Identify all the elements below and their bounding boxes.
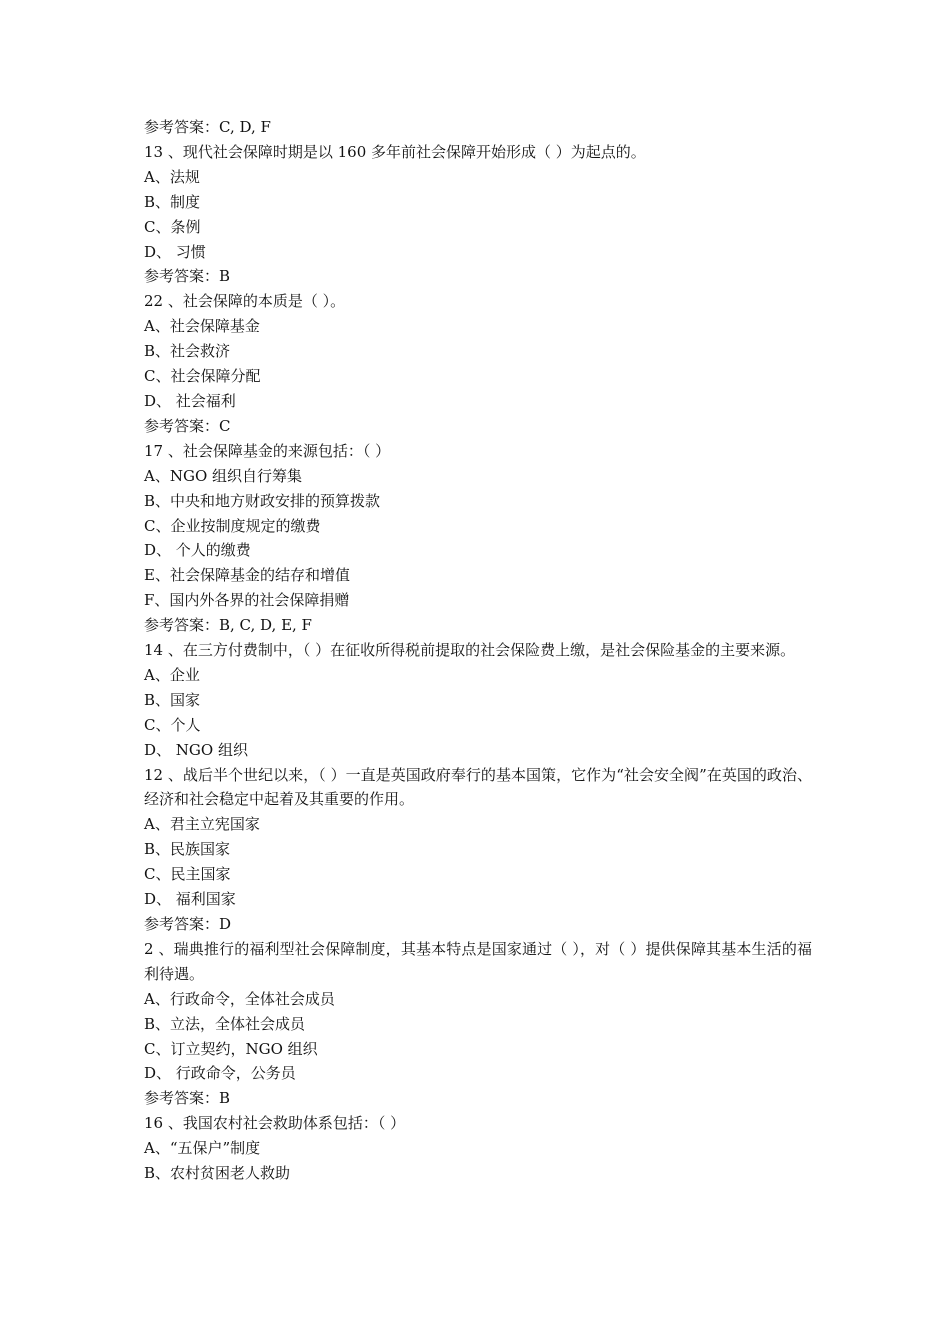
question-17: 17 、社会保障基金的来源包括：（ ）	[144, 441, 391, 460]
option-c: C、社会保障分配	[144, 367, 261, 386]
document-content	[144, 115, 812, 1186]
option-a: A、行政命令，全体社会成员	[144, 989, 335, 1008]
option-f: F、国内外各界的社会保障捐赠	[144, 591, 350, 610]
option-b: B、民族国家	[144, 840, 231, 859]
option-b: B、立法，全体社会成员	[144, 1014, 306, 1033]
option-a: A、“五保户”制度	[144, 1139, 261, 1158]
option-d: D、 NGO 组织	[144, 740, 248, 759]
answer-line: 参考答案：B	[144, 1089, 231, 1108]
option-d: D、 习惯	[144, 242, 206, 261]
option-b: B、农村贫困老人救助	[144, 1164, 291, 1183]
option-a: A、社会保障基金	[144, 317, 260, 336]
option-c: C、订立契约，NGO 组织	[144, 1039, 318, 1058]
option-c: C、民主国家	[144, 865, 231, 884]
answer-line: 参考答案：C, D, F	[144, 118, 271, 136]
question-13: 13 、现代社会保障时期是以 160 多年前社会保障开始形成（ ）为起点的。	[144, 142, 646, 161]
option-a: A、法规	[144, 167, 200, 186]
option-c: C、个人	[144, 715, 201, 734]
option-b: B、制度	[144, 192, 201, 211]
answer-line: 参考答案：B	[144, 267, 231, 286]
answer-line: 参考答案：B, C, D, E, F	[144, 616, 312, 635]
option-d: D、 福利国家	[144, 890, 236, 909]
question-16: 16 、我国农村社会救助体系包括：（ ）	[144, 1114, 406, 1133]
question-14: 14 、在三方付费制中，（ ）在征收所得税前提取的社会保险费上缴，是社会保险基金的主要来源。	[144, 641, 796, 660]
question-22: 22 、社会保障的本质是（ ）。	[144, 292, 346, 311]
option-e: E、社会保障基金的结存和增值	[144, 566, 350, 585]
option-d: D、 个人的缴费	[144, 541, 251, 560]
option-b: B、中央和地方财政安排的预算拨款	[144, 491, 381, 510]
option-c: C、条例	[144, 217, 201, 236]
option-a: A、君主立宪国家	[144, 815, 260, 834]
question-12: 12 、战后半个世纪以来，（ ）一直是英国政府奉行的基本国策，它作为“社会安全阀”在英国的政治、经济和社会稳定中起着及其重要的作用。	[144, 765, 812, 809]
option-b: B、国家	[144, 690, 201, 709]
question-2: 2 、瑞典推行的福利型社会保障制度，其基本特点是国家通过（ ），对（ ）提供保障其基本生活的福利待遇。	[144, 939, 812, 983]
option-a: A、企业	[144, 665, 200, 684]
answer-line: 参考答案：D	[144, 915, 232, 933]
option-b: B、社会救济	[144, 342, 231, 361]
option-d: D、 行政命令，公务员	[144, 1064, 296, 1083]
option-d: D、 社会福利	[144, 391, 236, 410]
option-a: A、NGO 组织自行筹集	[144, 466, 303, 485]
answer-line: 参考答案：C	[144, 416, 231, 435]
option-c: C、企业按制度规定的缴费	[144, 516, 321, 535]
